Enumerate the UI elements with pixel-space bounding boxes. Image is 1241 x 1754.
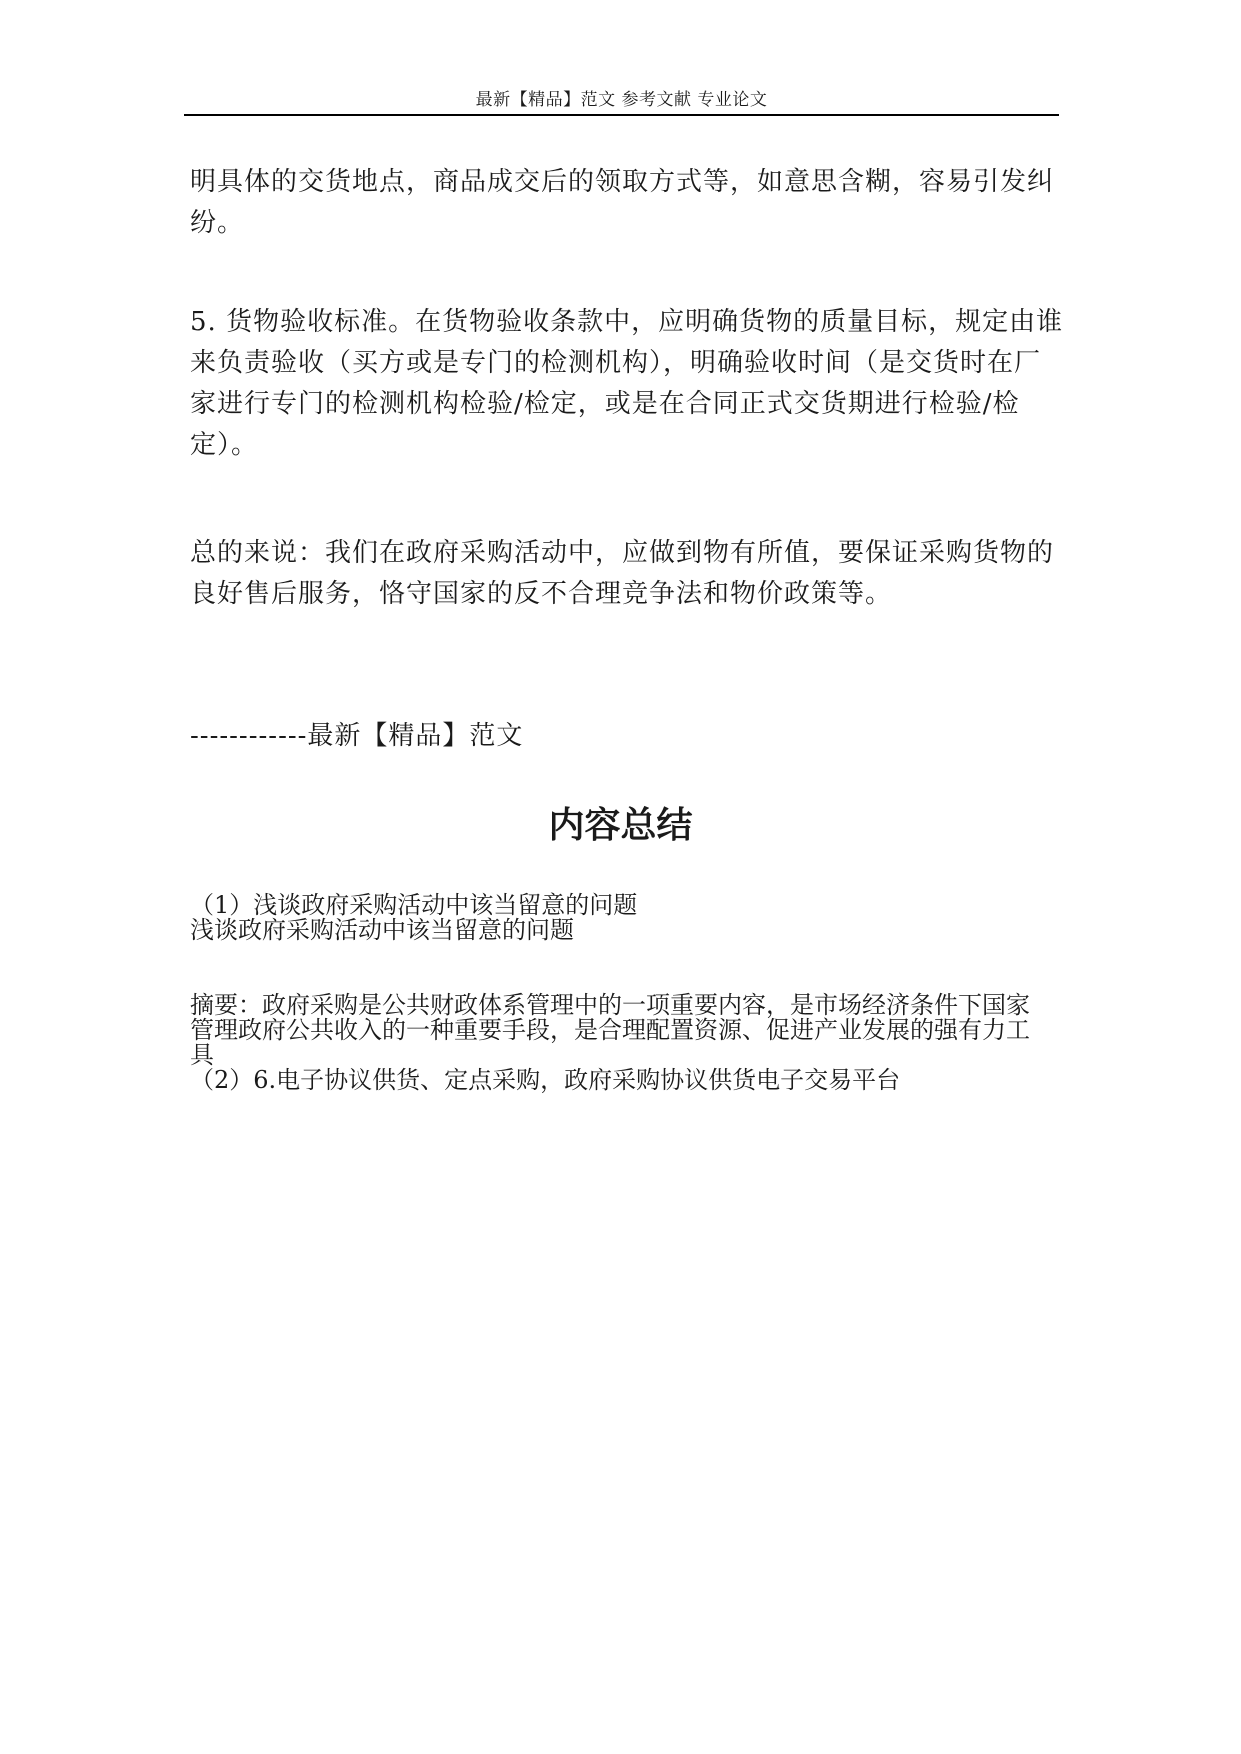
- summary-title: 内容总结: [548, 805, 693, 846]
- separator-line: ------------最新【精品】范文: [190, 721, 524, 751]
- body-paragraph-delivery: 明具体的交货地点，商品成交后的领取方式等，如意思含糊，容易引发纠纷。: [190, 167, 1055, 238]
- page-header: 最新【精品】范文 参考文献 专业论文: [184, 86, 1059, 116]
- body-paragraph-conclusion: 总的来说：我们在政府采购活动中，应做到物有所值，要保证采购货物的良好售后服务，恪守国家的反不合理竞争法和物价政策等。: [190, 538, 1055, 609]
- body-paragraph-acceptance: 5. 货物验收标准。在货物验收条款中，应明确货物的质量目标，规定由谁来负责验收（买方或是专门的检测机构），明确验收时间（是交货时在厂家进行专门的检测机构检验/检定，或是在合同正式交货期进行检验/检定）。: [190, 307, 1064, 460]
- summary-item-1-subtitle: 浅谈政府采购活动中该当留意的问题: [190, 916, 574, 944]
- summary-abstract: 摘要：政府采购是公共财政体系管理中的一项重要内容，是市场经济条件下国家管理政府公共收入的一种重要手段，是合理配置资源、促进产业发展的强有力工具: [190, 991, 1030, 1069]
- summary-item-2: （2）6.电子协议供货、定点采购，政府采购协议供货电子交易平台: [190, 1066, 901, 1094]
- summary-item-1: （1）浅谈政府采购活动中该当留意的问题: [190, 891, 638, 919]
